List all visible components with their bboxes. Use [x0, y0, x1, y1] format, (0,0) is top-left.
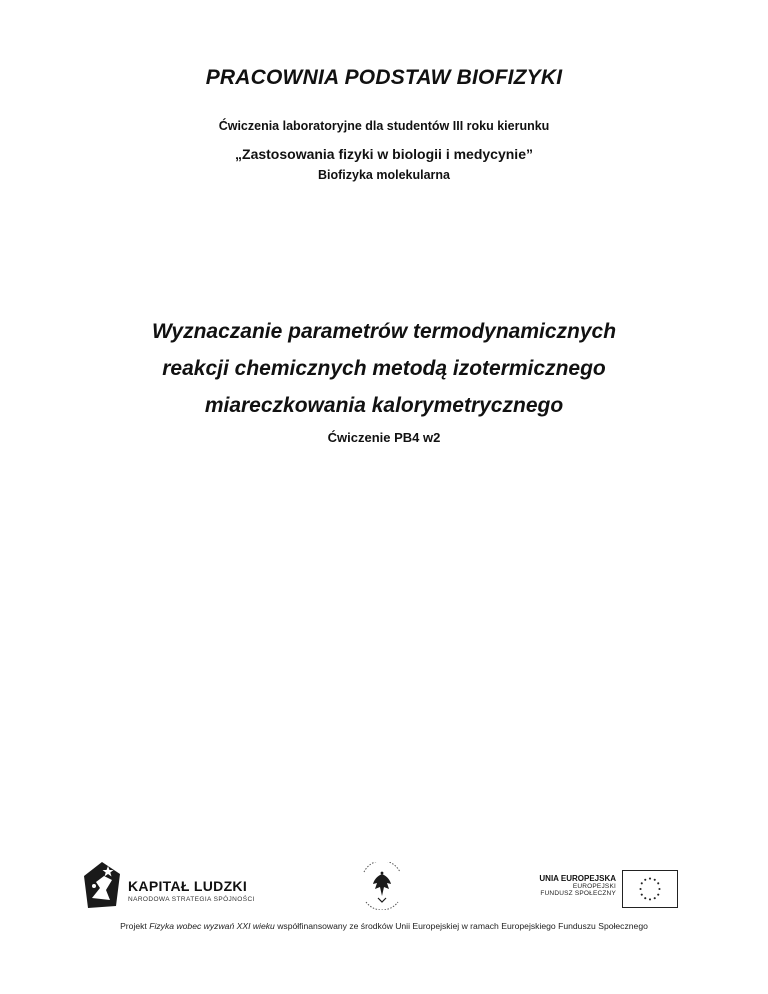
university-seal-icon	[360, 862, 404, 910]
footer-suffix: współfinansowany ze środków Unii Europejskiej w ramach Europejskiego Funduszu Społecznego	[274, 921, 648, 931]
lab-title: PRACOWNIA PODSTAW BIOFIZYKI	[205, 66, 563, 89]
kapital-ludzki-subtitle: NARODOWA STRATEGIA SPÓJNOŚCI	[128, 896, 255, 903]
kapital-ludzki-name: KAPITAŁ LUDZKI	[128, 878, 248, 894]
field-of-study: „Zastosowania fizyki w biologii i medycynie”	[235, 146, 533, 162]
exercise-title	[0, 313, 768, 424]
eu-fund-line-1: EUROPEJSKI	[572, 883, 616, 890]
exercise-title-line-3: miareczkowania kalorymetrycznego	[204, 394, 564, 417]
subject-name: Biofizyka molekularna	[318, 168, 450, 182]
exercise-code: Ćwiczenie PB4 w2	[327, 430, 441, 445]
eu-flag-icon	[622, 870, 678, 908]
project-footer-note	[0, 921, 768, 931]
course-description: Ćwiczenia laboratoryjne dla studentów III roku kierunku	[218, 119, 550, 133]
footer-project-name: Fizyka wobec wyzwań XXI wieku	[149, 921, 275, 931]
exercise-title-line-2: reakcji chemicznych metodą izotermicznego	[162, 357, 606, 380]
kapital-ludzki-text	[128, 878, 255, 903]
eu-text	[520, 874, 616, 897]
exercise-title-line-1: Wyznaczanie parametrów termodynamicznych	[151, 320, 617, 343]
footer-prefix: Projekt	[120, 921, 150, 931]
eu-name: UNIA EUROPEJSKA	[539, 874, 616, 883]
kapital-ludzki-logo-icon	[82, 860, 122, 910]
eu-fund-line-2: FUNDUSZ SPOŁECZNY	[540, 890, 616, 897]
